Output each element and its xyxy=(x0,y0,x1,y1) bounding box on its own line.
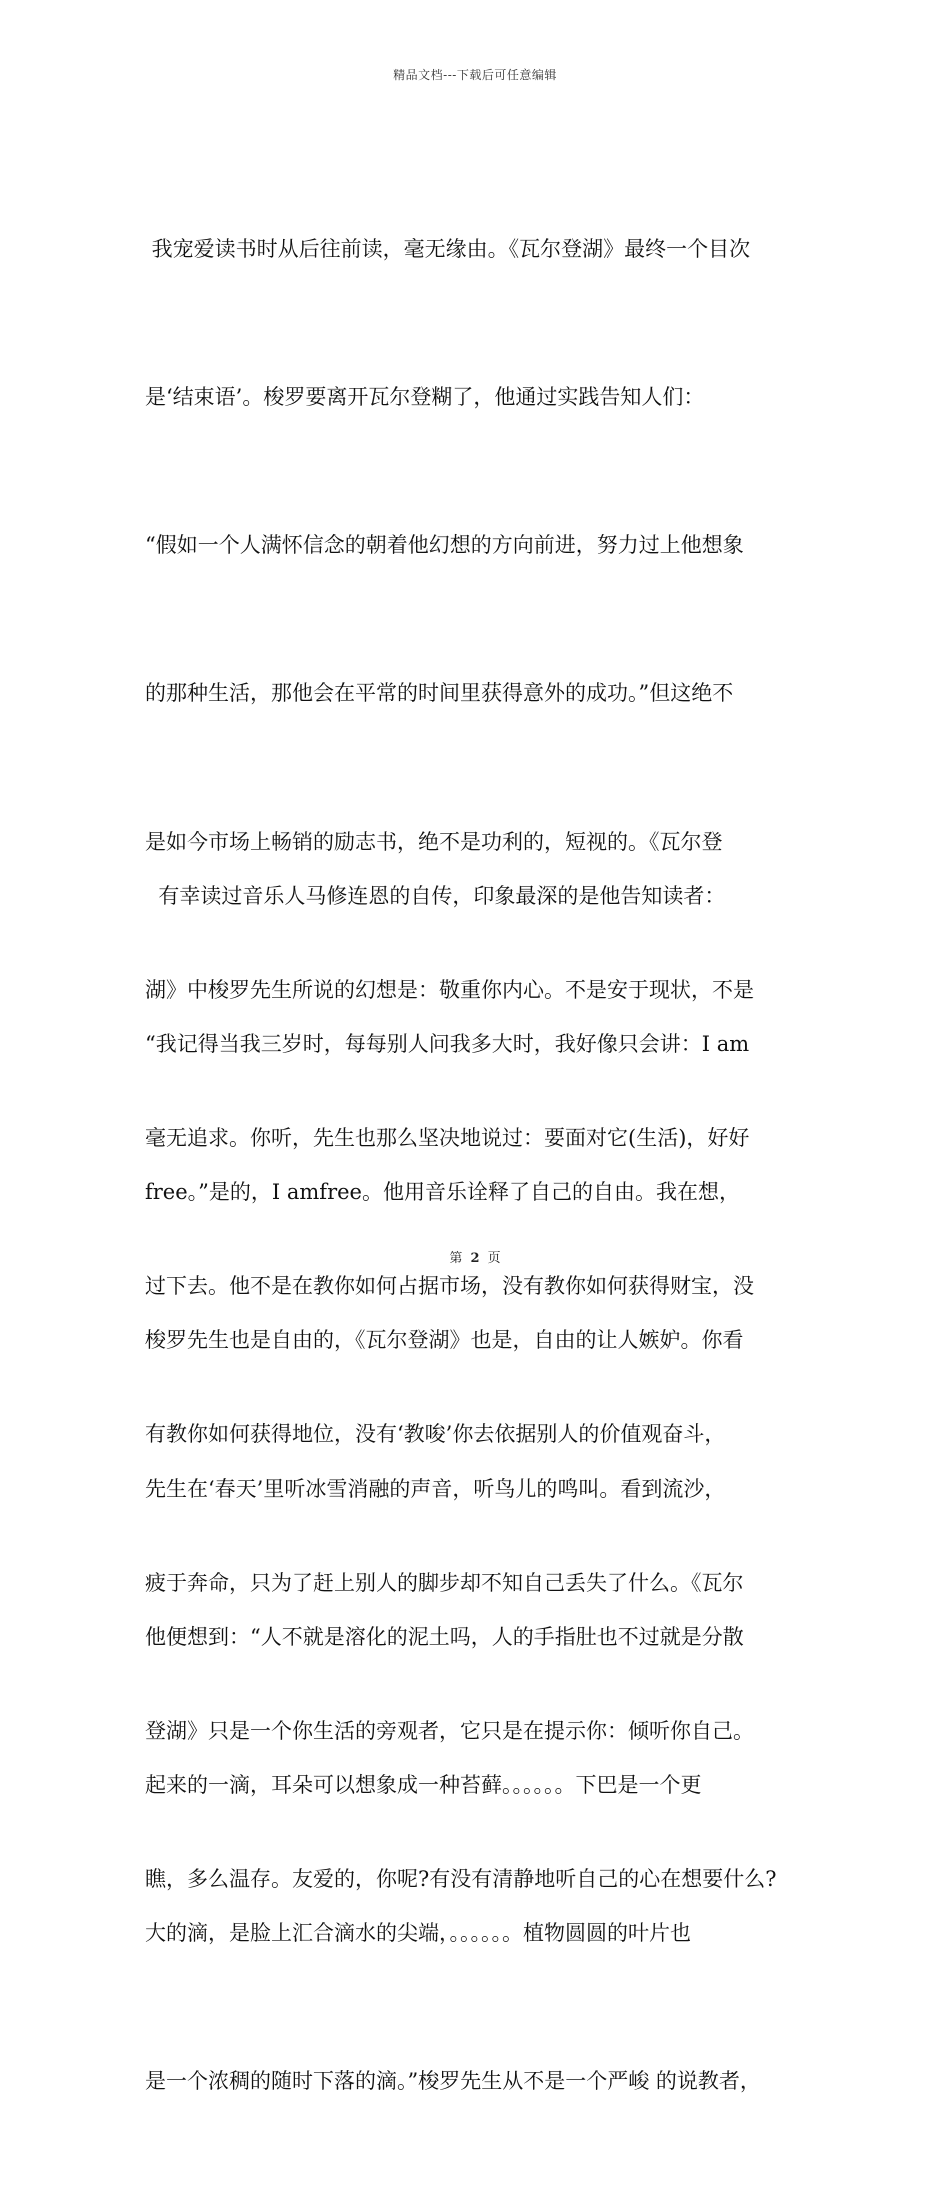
text-line: “假如一个人满怀信念的朝着他幻想的方向前进，努力过上他想象 xyxy=(145,533,744,558)
text-line: 我宠爱读书时从后往前读，毫无缘由。《瓦尔登湖》最终一个目次 xyxy=(145,236,751,261)
text-line: 是‘结束语’。梭罗要离开瓦尔登糊了，他通过实践告知人们： xyxy=(145,385,705,410)
text-line: 湖》中梭罗先生所说的幻想是：敬重你内心。不是安于现状，不是 xyxy=(145,977,754,1002)
text-line: 毫无追求。你听，先生也那么坚决地说过：要面对它(生活)，好好 xyxy=(145,1126,750,1151)
paragraph-text xyxy=(145,773,825,2206)
page-number: 2 xyxy=(470,1251,480,1266)
page-label-prefix: 第 xyxy=(449,1251,463,1266)
text-line: 瞧，多么温存。友爱的，你呢?有没有清静地听自己的心在想要什么? xyxy=(145,1867,777,1892)
text-line: 登湖》只是一个你生活的旁观者，它只是在提示你：倾听你自己。 xyxy=(145,1718,754,1743)
text-line: 他便想到：“人不就是溶化的泥土吗，人的手指肚也不过就是分散 xyxy=(145,1624,744,1649)
paragraph-2 xyxy=(145,773,825,2206)
page-label-suffix: 页 xyxy=(487,1251,501,1266)
text-line: 是如今市场上畅销的励志书，绝不是功利的，短视的。《瓦尔登 xyxy=(145,829,723,854)
text-line: 的那种生活，那他会在平常的时间里获得意外的成功。”但这绝不 xyxy=(145,681,734,706)
text-line: 是一个浓稠的随时下落的滴。”梭罗先生从不是一个严峻 的说教者， xyxy=(145,2069,761,2094)
page-header xyxy=(0,66,950,83)
text-line: 有幸读过音乐人马修连恩的自传，印象最深的是他告知读者： xyxy=(145,883,726,908)
text-line: 过下去。他不是在教你如何占据市场，没有教你如何获得财宝，没 xyxy=(145,1274,754,1299)
text-line: free。”是的，I amfree。他用音乐诠释了自己的自由。我在想， xyxy=(145,1180,740,1205)
text-line: “我记得当我三岁时，每每别人问我多大时，我好像只会讲：I am xyxy=(145,1032,750,1057)
header-text: 精品文档---下载后可任意编辑 xyxy=(393,68,557,82)
text-line: 大的滴，是脸上汇合滴水的尖端，。。。。。。植物圆圆的叶片也 xyxy=(145,1921,691,1946)
text-line: 先生在‘春天’里听冰雪消融的声音，听鸟儿的鸣叫。看到流沙， xyxy=(145,1476,726,1501)
text-line: 起来的一滴，耳朵可以想象成一种苔藓。。。。。。下巴是一个更 xyxy=(145,1773,702,1798)
page-footer xyxy=(0,1247,950,1266)
text-line: 梭罗先生也是自由的，《瓦尔登湖》也是，自由的让人嫉妒。你看 xyxy=(145,1328,744,1353)
text-line: 有教你如何获得地位，没有‘教唆’你去依据别人的价值观奋斗， xyxy=(145,1422,726,1447)
text-line: 疲于奔命，只为了赶上别人的脚步却不知自己丢失了什么。《瓦尔 xyxy=(145,1570,744,1595)
